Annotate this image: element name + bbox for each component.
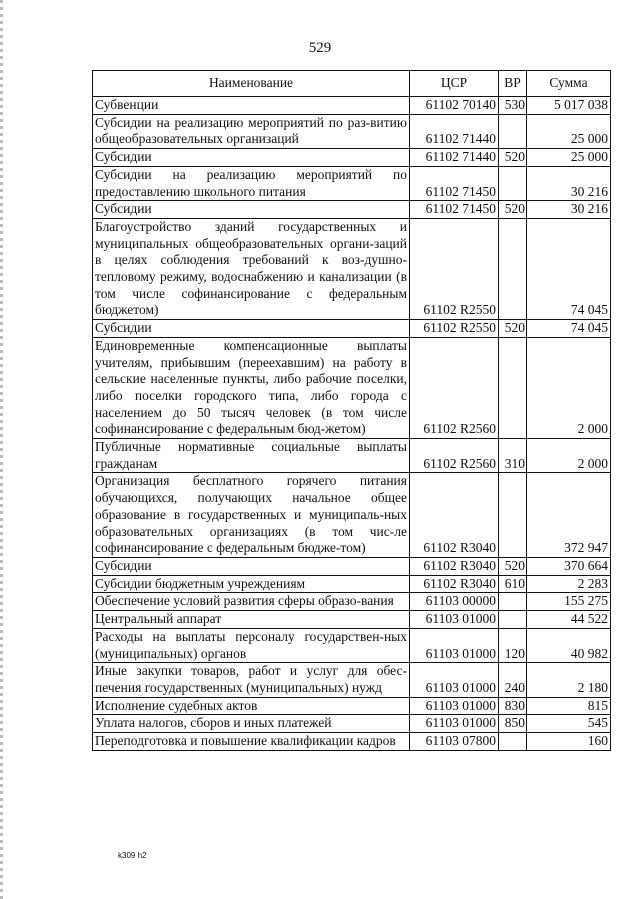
cell-sum: 2 000 [527,439,611,473]
cell-vr: 240 [499,663,527,697]
cell-sum: 44 522 [527,611,611,629]
cell-sum: 2 000 [527,337,611,438]
cell-sum: 5 017 038 [527,97,611,115]
cell-sum: 74 045 [527,218,611,319]
table-row [93,697,611,715]
cell-csr: 61102 R3040 [410,575,499,593]
cell-name: Центральный аппарат [93,611,410,629]
cell-sum: 2 180 [527,663,611,697]
table-row [93,166,611,200]
cell-csr: 61102 R2550 [410,320,499,338]
table-row [93,663,611,697]
cell-sum: 25 000 [527,114,611,148]
cell-name: Уплата налогов, сборов и иных платежей [93,715,410,733]
cell-sum: 25 000 [527,149,611,167]
table-row [93,575,611,593]
header-sum: Сумма [527,71,611,97]
cell-name: Иные закупки товаров, работ и услуг для обес-печения государственных (муниципальных) нужд [93,663,410,697]
cell-sum: 815 [527,697,611,715]
cell-csr: 61103 01000 [410,611,499,629]
page-number: 529 [308,40,332,56]
cell-vr: 530 [499,97,527,115]
cell-vr: 830 [499,697,527,715]
cell-csr: 61102 R2550 [410,218,499,319]
cell-csr: 61103 00000 [410,593,499,611]
table-row [93,439,611,473]
cell-sum: 2 283 [527,575,611,593]
table-row [93,320,611,338]
cell-csr: 61103 01000 [410,663,499,697]
cell-sum: 372 947 [527,473,611,558]
cell-csr: 61102 R3040 [410,473,499,558]
cell-vr [499,114,527,148]
cell-name: Субвенции [93,97,410,115]
footer-code: k309 h2 [118,851,147,860]
cell-vr: 310 [499,439,527,473]
cell-csr: 61102 R3040 [410,557,499,575]
cell-name: Исполнение судебных актов [93,697,410,715]
header-vr: ВР [499,71,527,97]
cell-name: Публичные нормативные социальные выплаты гражданам [93,439,410,473]
cell-sum: 74 045 [527,320,611,338]
table-row [93,149,611,167]
cell-name: Субсидии [93,201,410,219]
cell-csr: 61102 71450 [410,166,499,200]
cell-vr [499,593,527,611]
cell-name: Субсидии [93,557,410,575]
cell-sum: 155 275 [527,593,611,611]
cell-name: Переподготовка и повышение квалификации кадров [93,733,410,751]
cell-csr: 61103 01000 [410,697,499,715]
cell-name: Единовременные компенсационные выплаты учителям, прибывшим (переехавшим) на работу в сельские населенные пункты, либо рабочие поселки, либо поселки городского типа, либо города с населением до 50 тысяч человек (в том числе софинансирование с федеральным бюд-жетом) [93,337,410,438]
header-name: Наименование [93,71,410,97]
table-row [93,97,611,115]
cell-name: Субсидии бюджетным учреждениям [93,575,410,593]
table-row [93,557,611,575]
cell-csr: 61102 71450 [410,201,499,219]
cell-csr: 61102 71440 [410,149,499,167]
cell-name: Организация бесплатного горячего питания обучающихся, получающих начальное общее образование в государственных и муниципаль-ных образовательных организациях (в том чис-ле софинансирование с федеральным бюдже-том) [93,473,410,558]
cell-name: Субсидии [93,149,410,167]
cell-sum: 40 982 [527,628,611,662]
cell-name: Субсидии на реализацию мероприятий по предоставлению школьного питания [93,166,410,200]
cell-vr: 610 [499,575,527,593]
cell-csr: 61103 01000 [410,628,499,662]
cell-csr: 61103 07800 [410,733,499,751]
cell-vr: 520 [499,201,527,219]
cell-vr [499,733,527,751]
cell-csr: 61103 01000 [410,715,499,733]
scan-edge [0,0,3,899]
cell-sum: 30 216 [527,166,611,200]
cell-csr: 61102 70140 [410,97,499,115]
table-row [93,715,611,733]
cell-name: Благоустройство зданий государственных и муниципальных общеобразовательных органи-заций в целях соблюдения требований к воз-душно-тепловому режиму, водоснабжению и канализации (в том числе софинансирование с федеральным бюджетом) [93,218,410,319]
cell-vr [499,218,527,319]
cell-sum: 545 [527,715,611,733]
table-row [93,733,611,751]
table-row [93,201,611,219]
cell-vr [499,611,527,629]
cell-csr: 61102 R2560 [410,439,499,473]
cell-csr: 61102 71440 [410,114,499,148]
cell-csr: 61102 R2560 [410,337,499,438]
table-row [93,611,611,629]
cell-sum: 370 664 [527,557,611,575]
cell-sum: 30 216 [527,201,611,219]
cell-vr: 850 [499,715,527,733]
cell-vr [499,337,527,438]
cell-vr: 520 [499,149,527,167]
cell-vr: 520 [499,320,527,338]
cell-name: Субсидии на реализацию мероприятий по раз-витию общеобразовательных организаций [93,114,410,148]
budget-table [92,70,611,751]
cell-name: Субсидии [93,320,410,338]
cell-name: Обеспечение условий развития сферы образо-вания [93,593,410,611]
cell-sum: 160 [527,733,611,751]
table-row [93,628,611,662]
cell-vr [499,166,527,200]
cell-vr: 520 [499,557,527,575]
table-row [93,337,611,438]
cell-name: Расходы на выплаты персоналу государствен-ных (муниципальных) органов [93,628,410,662]
table-row [93,473,611,558]
cell-vr [499,473,527,558]
header-csr: ЦСР [410,71,499,97]
table-header-row [93,71,611,97]
table-row [93,114,611,148]
cell-vr: 120 [499,628,527,662]
table-row [93,593,611,611]
table-row [93,218,611,319]
